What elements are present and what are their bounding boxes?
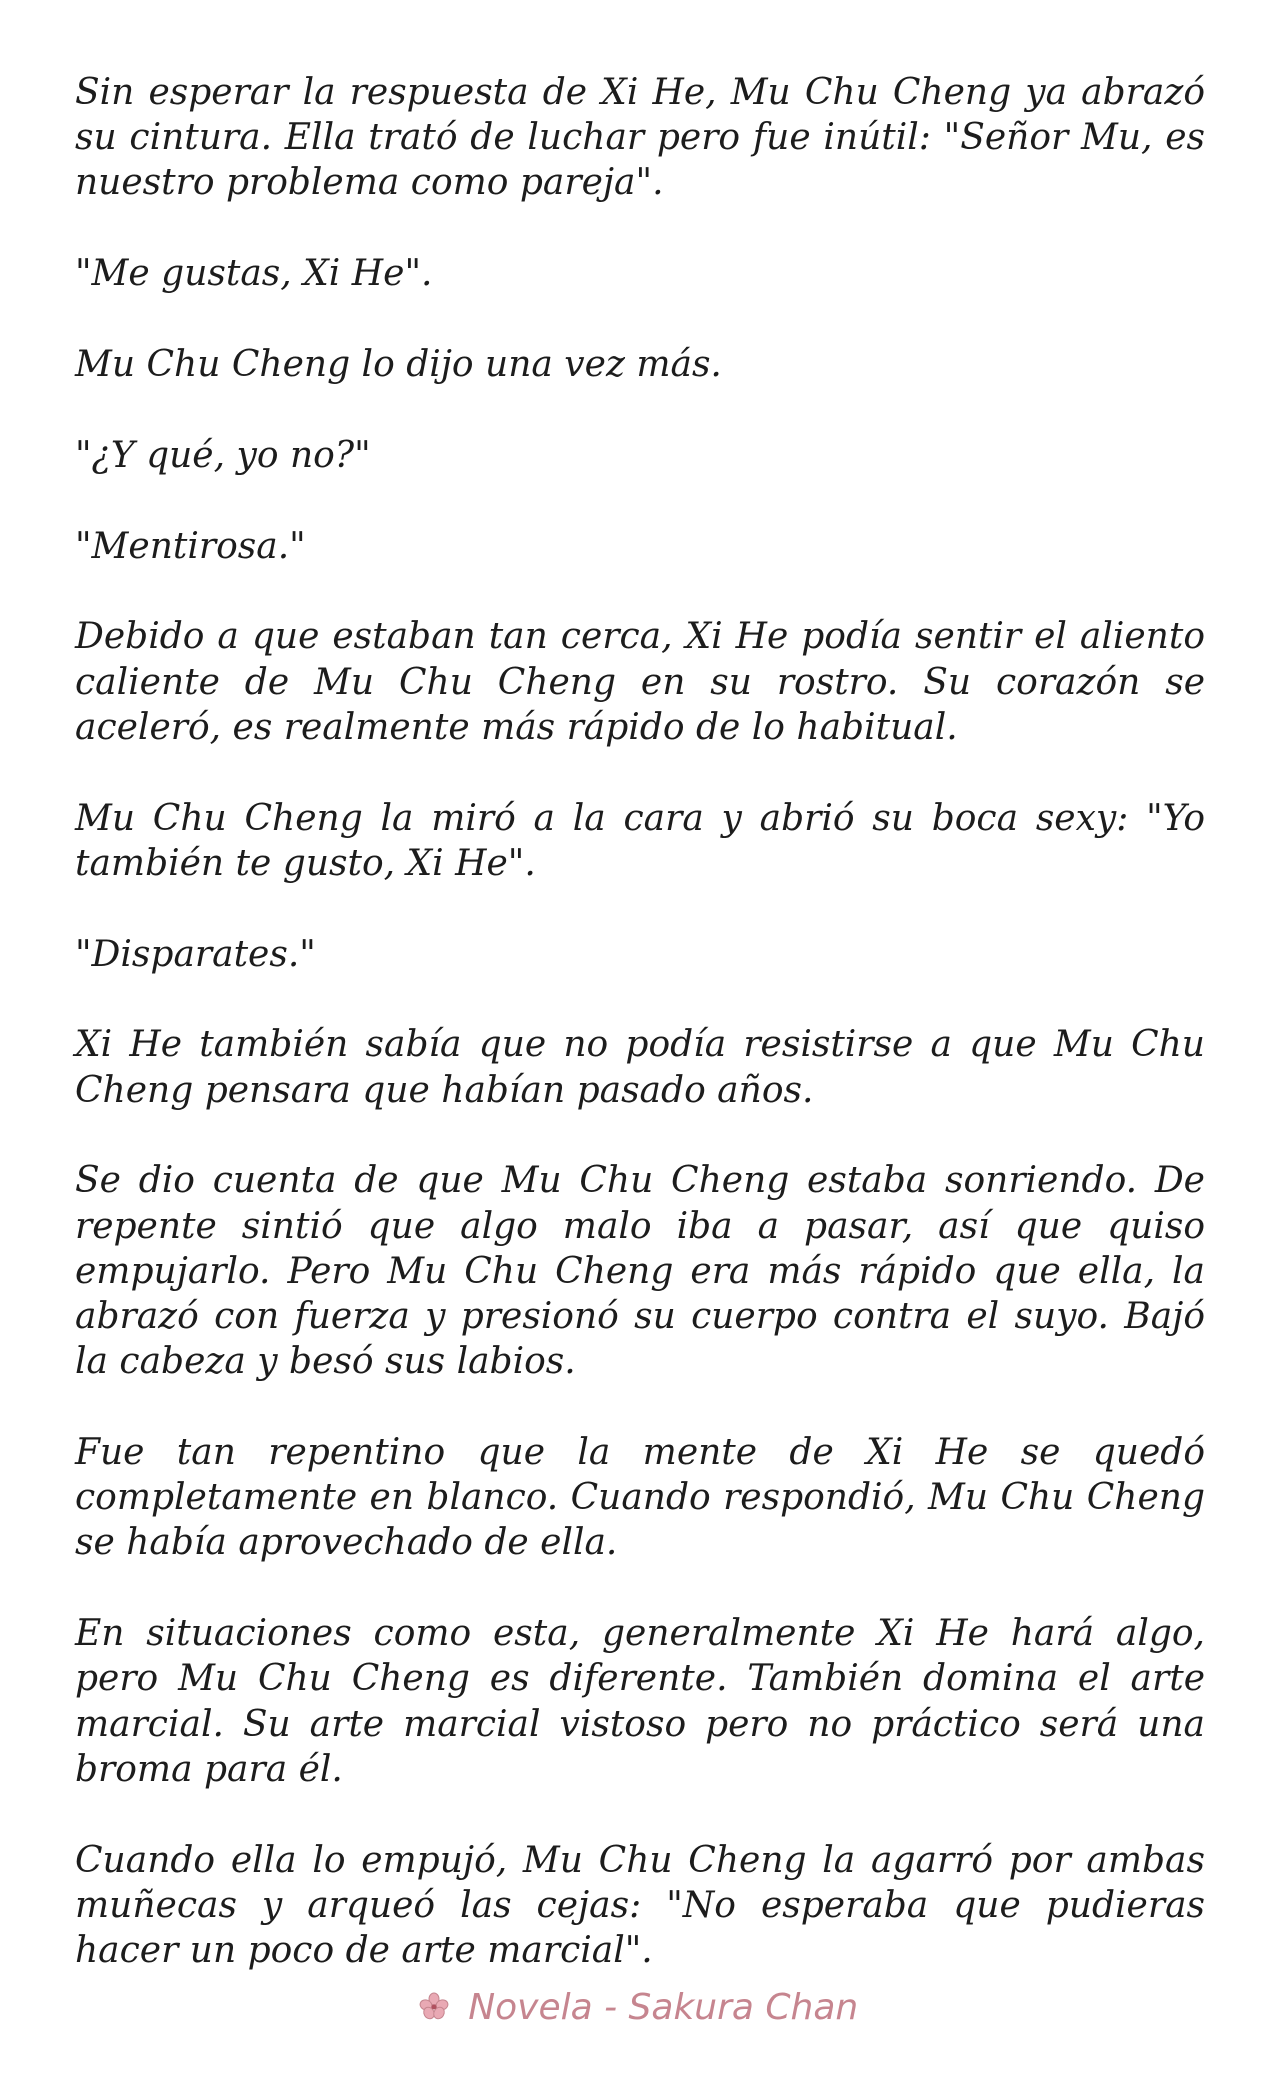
watermark-footer (0, 1987, 1275, 2030)
paragraph: Mu Chu Cheng la miró a la cara y abrió su boca sexy: "Yo también te gusto, Xi He". (75, 797, 1205, 884)
paragraph: "¿Y qué, yo no?" (75, 434, 371, 476)
paragraph: Debido a que estaban tan cerca, Xi He podía sentir el aliento caliente de Mu Chu Cheng en su rostro. Su corazón se aceleró, es realmente más rápido de lo habitual. (75, 616, 1205, 748)
paragraph: Se dio cuenta de que Mu Chu Cheng estaba sonriendo. De repente sintió que algo malo iba a pasar, así que quiso empujarlo. Pero Mu Chu Cheng era más rápido que ella, la abrazó con fuerza y presionó su cuerpo contra el suyo. Bajó la cabeza y besó sus labios. (75, 1160, 1205, 1383)
paragraph: "Me gustas, Xi He". (75, 253, 433, 295)
watermark-text: Novela - Sakura Chan (468, 1987, 859, 2028)
paragraph: Sin esperar la respuesta de Xi He, Mu Chu Cheng ya abrazó su cintura. Ella trató de luchar pero fue inútil: "Señor Mu, es nuestro problema como pareja". (75, 72, 1205, 204)
paragraph: "Disparates." (75, 933, 316, 975)
paragraph: Mu Chu Cheng lo dijo una vez más. (75, 344, 722, 385)
paragraph: Cuando ella lo empujó, Mu Chu Cheng la agarró por ambas muñecas y arqueó las cejas: "No esperaba que pudieras hacer un poco de arte marcial". (75, 1839, 1205, 1972)
paragraph: Xi He también sabía que no podía resistirse a que Mu Chu Cheng pensara que habían pasado años. (75, 1024, 1205, 1111)
document-body (75, 70, 1205, 2019)
sakura-flower-icon (417, 1989, 451, 2030)
paragraph: En situaciones como esta, generalmente Xi He hará algo, pero Mu Chu Cheng es diferente. También domina el arte marcial. Su arte marcial vistoso pero no práctico será una broma para él. (75, 1613, 1205, 1790)
paragraph: Fue tan repentino que la mente de Xi He se quedó completamente en blanco. Cuando respondió, Mu Chu Cheng se había aprovechado de ella. (75, 1432, 1205, 1564)
paragraph: "Mentirosa." (75, 525, 306, 567)
